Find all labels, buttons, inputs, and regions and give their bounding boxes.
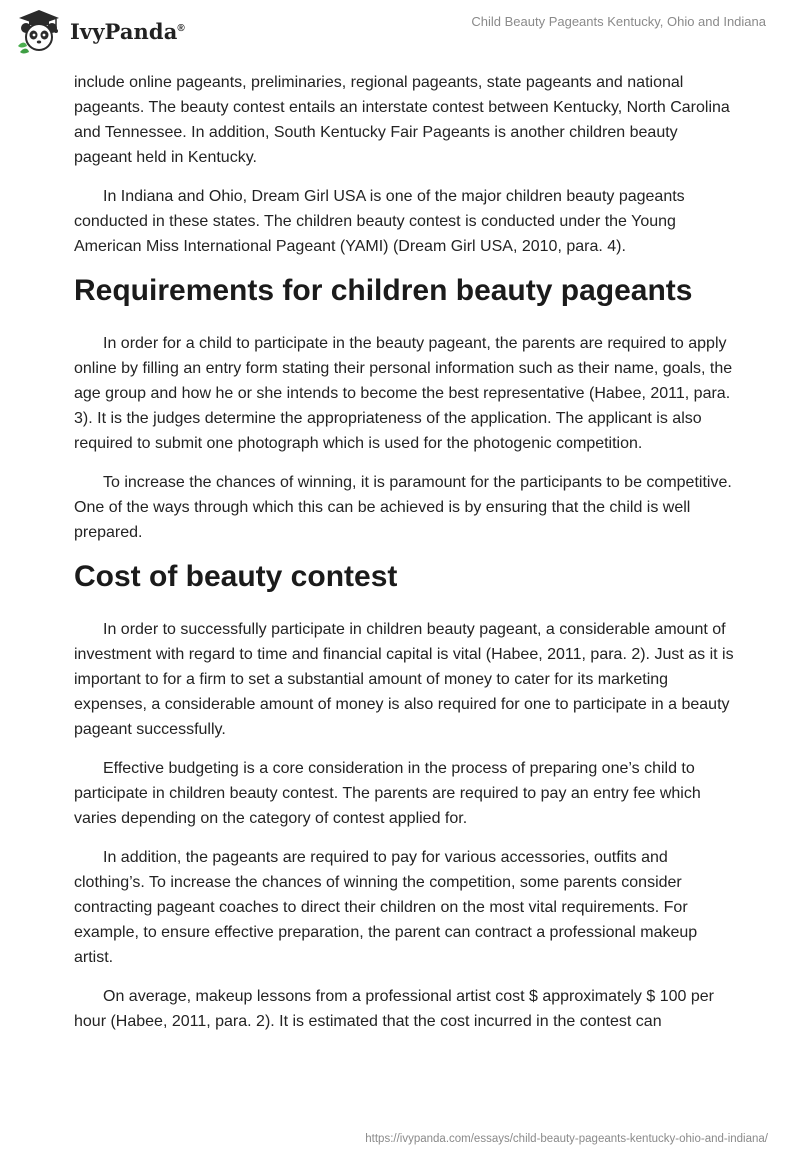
paragraph: Effective budgeting is a core consideration in the process of preparing one’s child to participate in children beauty contest. The parents are required to pay an entry fee which varies depending on the category of contest applied for. — [74, 760, 701, 827]
section-heading-cost: Cost of beauty contest — [74, 560, 398, 593]
paragraph: In Indiana and Ohio, Dream Girl USA is one of the major children beauty pageants conducted in these states. The children beauty contest is conducted under the Young American Miss International Pageant (YAMI) (Dream Girl USA, 2010, para. 4). — [74, 188, 685, 255]
page-header — [0, 0, 800, 70]
paragraph: To increase the chances of winning, it is paramount for the participants to be competitive. One of the ways through which this can be achieved is by ensuring that the child is well prepared. — [74, 474, 732, 541]
brand-name: IvyPanda® — [70, 18, 185, 44]
document-title: Child Beauty Pageants Kentucky, Ohio and Indiana — [471, 14, 766, 29]
source-url[interactable]: https://ivypanda.com/essays/child-beauty-pageants-kentucky-ohio-and-indiana/ — [365, 1133, 768, 1145]
paragraph: In order to successfully participate in children beauty pageant, a considerable amount of investment with regard to time and financial capital is vital (Habee, 2011, para. 2). Just as it is important to for a firm to set a substantial amount of money to cater for its marketing expenses, a considerable amount of money is also required for one to participate in a beauty pageant successfully. — [74, 621, 734, 738]
paragraph: include online pageants, preliminaries, regional pageants, state pageants and national pageants. The beauty contest entails an interstate contest between Kentucky, North Carolina and Tennessee. In addition, South Kentucky Fair Pageants is another children beauty pageant held in Kentucky. — [74, 74, 730, 166]
paragraph: In addition, the pageants are required to pay for various accessories, outfits and clothing’s. To increase the chances of winning the competition, some parents consider contracting pageant coaches to direct their children on the most vital requirements. For example, to ensure effective preparation, the parent can contract a professional makeup artist. — [74, 849, 698, 966]
panda-graduate-icon — [14, 8, 64, 54]
paragraph: On average, makeup lessons from a professional artist cost $ approximately $ 100 per hour (Habee, 2011, para. 2). It is estimated that the cost incurred in the contest can — [74, 988, 714, 1030]
article-body — [74, 70, 734, 1048]
paragraph: In order for a child to participate in the beauty pageant, the parents are required to apply online by filling an entry form stating their personal information such as their name, goals, the age group and how he or she intends to become the best representative (Habee, 2011, para. 3). It is the judges determine the appropriateness of the application. The applicant is also required to submit one photograph which is used for the photogenic competition. — [74, 335, 733, 452]
ivypanda-logo[interactable] — [14, 8, 185, 54]
section-heading-requirements: Requirements for children beauty pageants — [74, 274, 693, 307]
